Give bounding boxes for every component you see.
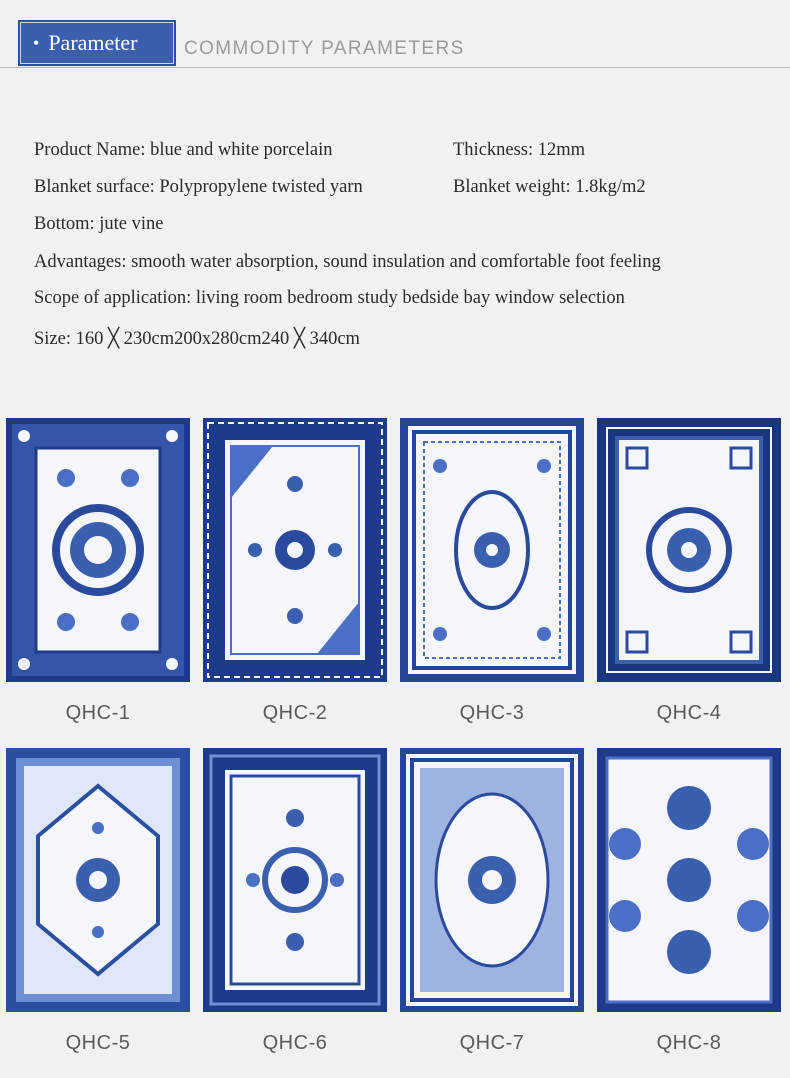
product-code: QHC-6 (262, 1032, 328, 1054)
section-header (0, 0, 790, 72)
tag-bullet: • (33, 33, 40, 53)
product-card-qhc-6[interactable] (203, 748, 387, 1054)
rug-image-qhc-5 (6, 748, 190, 1012)
rug-image-qhc-6 (203, 748, 387, 1012)
rug-image-qhc-2 (203, 418, 387, 682)
rug-image-qhc-8 (597, 748, 781, 1012)
param-scope: Scope of application: living room bedroom study bedside bay window selection (34, 288, 625, 308)
product-code: QHC-5 (65, 1032, 131, 1054)
product-card-qhc-7[interactable] (400, 748, 584, 1054)
product-code: QHC-7 (459, 1032, 525, 1054)
product-code: QHC-1 (65, 702, 131, 724)
header-divider (0, 67, 790, 68)
param-advantages: Advantages: smooth water absorption, sound insulation and comfortable foot feeling (34, 252, 661, 272)
param-thickness: Thickness: 12mm (453, 140, 586, 160)
param-product-name: Product Name: blue and white porcelain (34, 140, 333, 160)
product-card-qhc-5[interactable] (6, 748, 190, 1054)
product-card-qhc-3[interactable] (400, 418, 584, 724)
product-card-qhc-4[interactable] (597, 418, 781, 724)
product-card-qhc-2[interactable] (203, 418, 387, 724)
param-row-1 (34, 140, 332, 161)
rug-image-qhc-1 (6, 418, 190, 682)
product-code: QHC-3 (459, 702, 525, 724)
product-code: QHC-8 (656, 1032, 722, 1054)
product-code: QHC-4 (656, 702, 722, 724)
product-code: QHC-2 (262, 702, 328, 724)
param-blanket-surface: Blanket surface: Polypropylene twisted yarn (34, 177, 363, 197)
param-bottom: Bottom: jute vine (34, 214, 164, 234)
section-subtitle: COMMODITY PARAMETERS (184, 38, 465, 59)
rug-image-qhc-3 (400, 418, 584, 682)
rug-image-qhc-4 (597, 418, 781, 682)
tag-label: Parameter (48, 30, 138, 55)
rug-image-qhc-7 (400, 748, 584, 1012)
product-card-qhc-1[interactable] (6, 418, 190, 724)
param-blanket-weight: Blanket weight: 1.8kg/m2 (453, 177, 646, 197)
parameter-tag (20, 22, 174, 64)
param-size: Size: 160 ╳ 230cm200x280cm240 ╳ 340cm (34, 329, 360, 349)
product-card-qhc-8[interactable] (597, 748, 781, 1054)
